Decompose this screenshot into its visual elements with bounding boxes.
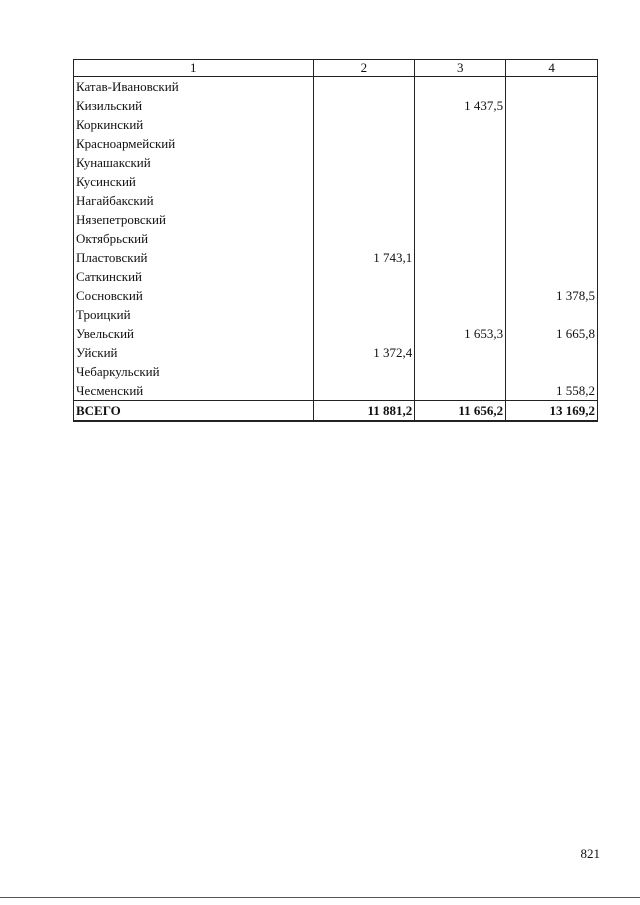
district-name-cell: Катав-Ивановский: [74, 77, 314, 97]
table-row: [74, 210, 598, 229]
data-table: [73, 59, 598, 422]
table-row: [74, 191, 598, 210]
column-2-value: [313, 172, 415, 191]
column-4-value: 1 378,5: [506, 286, 598, 305]
column-2-value: [313, 115, 415, 134]
column-3-value: [415, 210, 506, 229]
column-3-value: 1 437,5: [415, 96, 506, 115]
column-4-value: [506, 343, 598, 362]
bottom-rule: [0, 897, 640, 898]
table-row: [74, 305, 598, 324]
column-3-value: [415, 229, 506, 248]
column-2-value: [313, 229, 415, 248]
column-3-value: [415, 115, 506, 134]
column-4-value: 1 558,2: [506, 381, 598, 401]
column-3-value: [415, 248, 506, 267]
column-3-value: 1 653,3: [415, 324, 506, 343]
column-3-value: [415, 343, 506, 362]
column-2-value: [313, 153, 415, 172]
column-2-value: [313, 134, 415, 153]
column-header-1: 1: [74, 60, 314, 77]
table-row: [74, 115, 598, 134]
column-3-value: [415, 191, 506, 210]
district-name-cell: Кунашакский: [74, 153, 314, 172]
column-2-value: [313, 210, 415, 229]
column-4-value: [506, 229, 598, 248]
district-name-cell: Чебаркульский: [74, 362, 314, 381]
column-4-value: [506, 248, 598, 267]
column-4-value: [506, 362, 598, 381]
district-name-cell: Нязепетровский: [74, 210, 314, 229]
table-row: [74, 324, 598, 343]
total-column-2: 11 881,2: [313, 401, 415, 422]
column-3-value: [415, 305, 506, 324]
district-name-cell: Увельский: [74, 324, 314, 343]
column-2-value: [313, 324, 415, 343]
column-4-value: [506, 210, 598, 229]
column-2-value: 1 743,1: [313, 248, 415, 267]
table-row: [74, 362, 598, 381]
column-header-4: 4: [506, 60, 598, 77]
column-4-value: [506, 153, 598, 172]
column-3-value: [415, 286, 506, 305]
district-name-cell: Чесменский: [74, 381, 314, 401]
column-3-value: [415, 362, 506, 381]
column-4-value: [506, 77, 598, 97]
district-name-cell: Коркинский: [74, 115, 314, 134]
table-header-row: [74, 60, 598, 77]
column-4-value: [506, 172, 598, 191]
table-row: [74, 229, 598, 248]
column-3-value: [415, 153, 506, 172]
page-number: 821: [580, 846, 600, 861]
district-name-cell: Уйский: [74, 343, 314, 362]
district-name-cell: Троицкий: [74, 305, 314, 324]
table-row: [74, 77, 598, 97]
column-4-value: [506, 96, 598, 115]
column-2-value: [313, 286, 415, 305]
column-4-value: 1 665,8: [506, 324, 598, 343]
column-2-value: [313, 191, 415, 210]
column-header-2: 2: [313, 60, 415, 77]
column-3-value: [415, 77, 506, 97]
column-2-value: [313, 381, 415, 401]
table-row: [74, 96, 598, 115]
column-4-value: [506, 305, 598, 324]
column-3-value: [415, 267, 506, 286]
column-2-value: [313, 96, 415, 115]
column-4-value: [506, 191, 598, 210]
district-name-cell: Нагайбакский: [74, 191, 314, 210]
total-label: ВСЕГО: [74, 401, 314, 422]
table-body: [74, 77, 598, 422]
district-name-cell: Октябрьский: [74, 229, 314, 248]
table-row: [74, 381, 598, 401]
column-4-value: [506, 115, 598, 134]
column-2-value: [313, 267, 415, 286]
table-row: [74, 248, 598, 267]
district-name-cell: Красноармейский: [74, 134, 314, 153]
district-name-cell: Пластовский: [74, 248, 314, 267]
table-row: [74, 267, 598, 286]
district-name-cell: Кизильский: [74, 96, 314, 115]
column-3-value: [415, 381, 506, 401]
column-header-3: 3: [415, 60, 506, 77]
table-row: [74, 286, 598, 305]
total-row: [74, 401, 598, 422]
table-row: [74, 153, 598, 172]
district-name-cell: Сосновский: [74, 286, 314, 305]
column-2-value: [313, 305, 415, 324]
column-2-value: [313, 362, 415, 381]
column-4-value: [506, 267, 598, 286]
table-row: [74, 172, 598, 191]
column-2-value: [313, 77, 415, 97]
column-3-value: [415, 172, 506, 191]
table-row: [74, 134, 598, 153]
table-row: [74, 343, 598, 362]
district-name-cell: Саткинский: [74, 267, 314, 286]
column-2-value: 1 372,4: [313, 343, 415, 362]
column-3-value: [415, 134, 506, 153]
total-column-3: 11 656,2: [415, 401, 506, 422]
column-4-value: [506, 134, 598, 153]
total-column-4: 13 169,2: [506, 401, 598, 422]
district-name-cell: Кусинский: [74, 172, 314, 191]
